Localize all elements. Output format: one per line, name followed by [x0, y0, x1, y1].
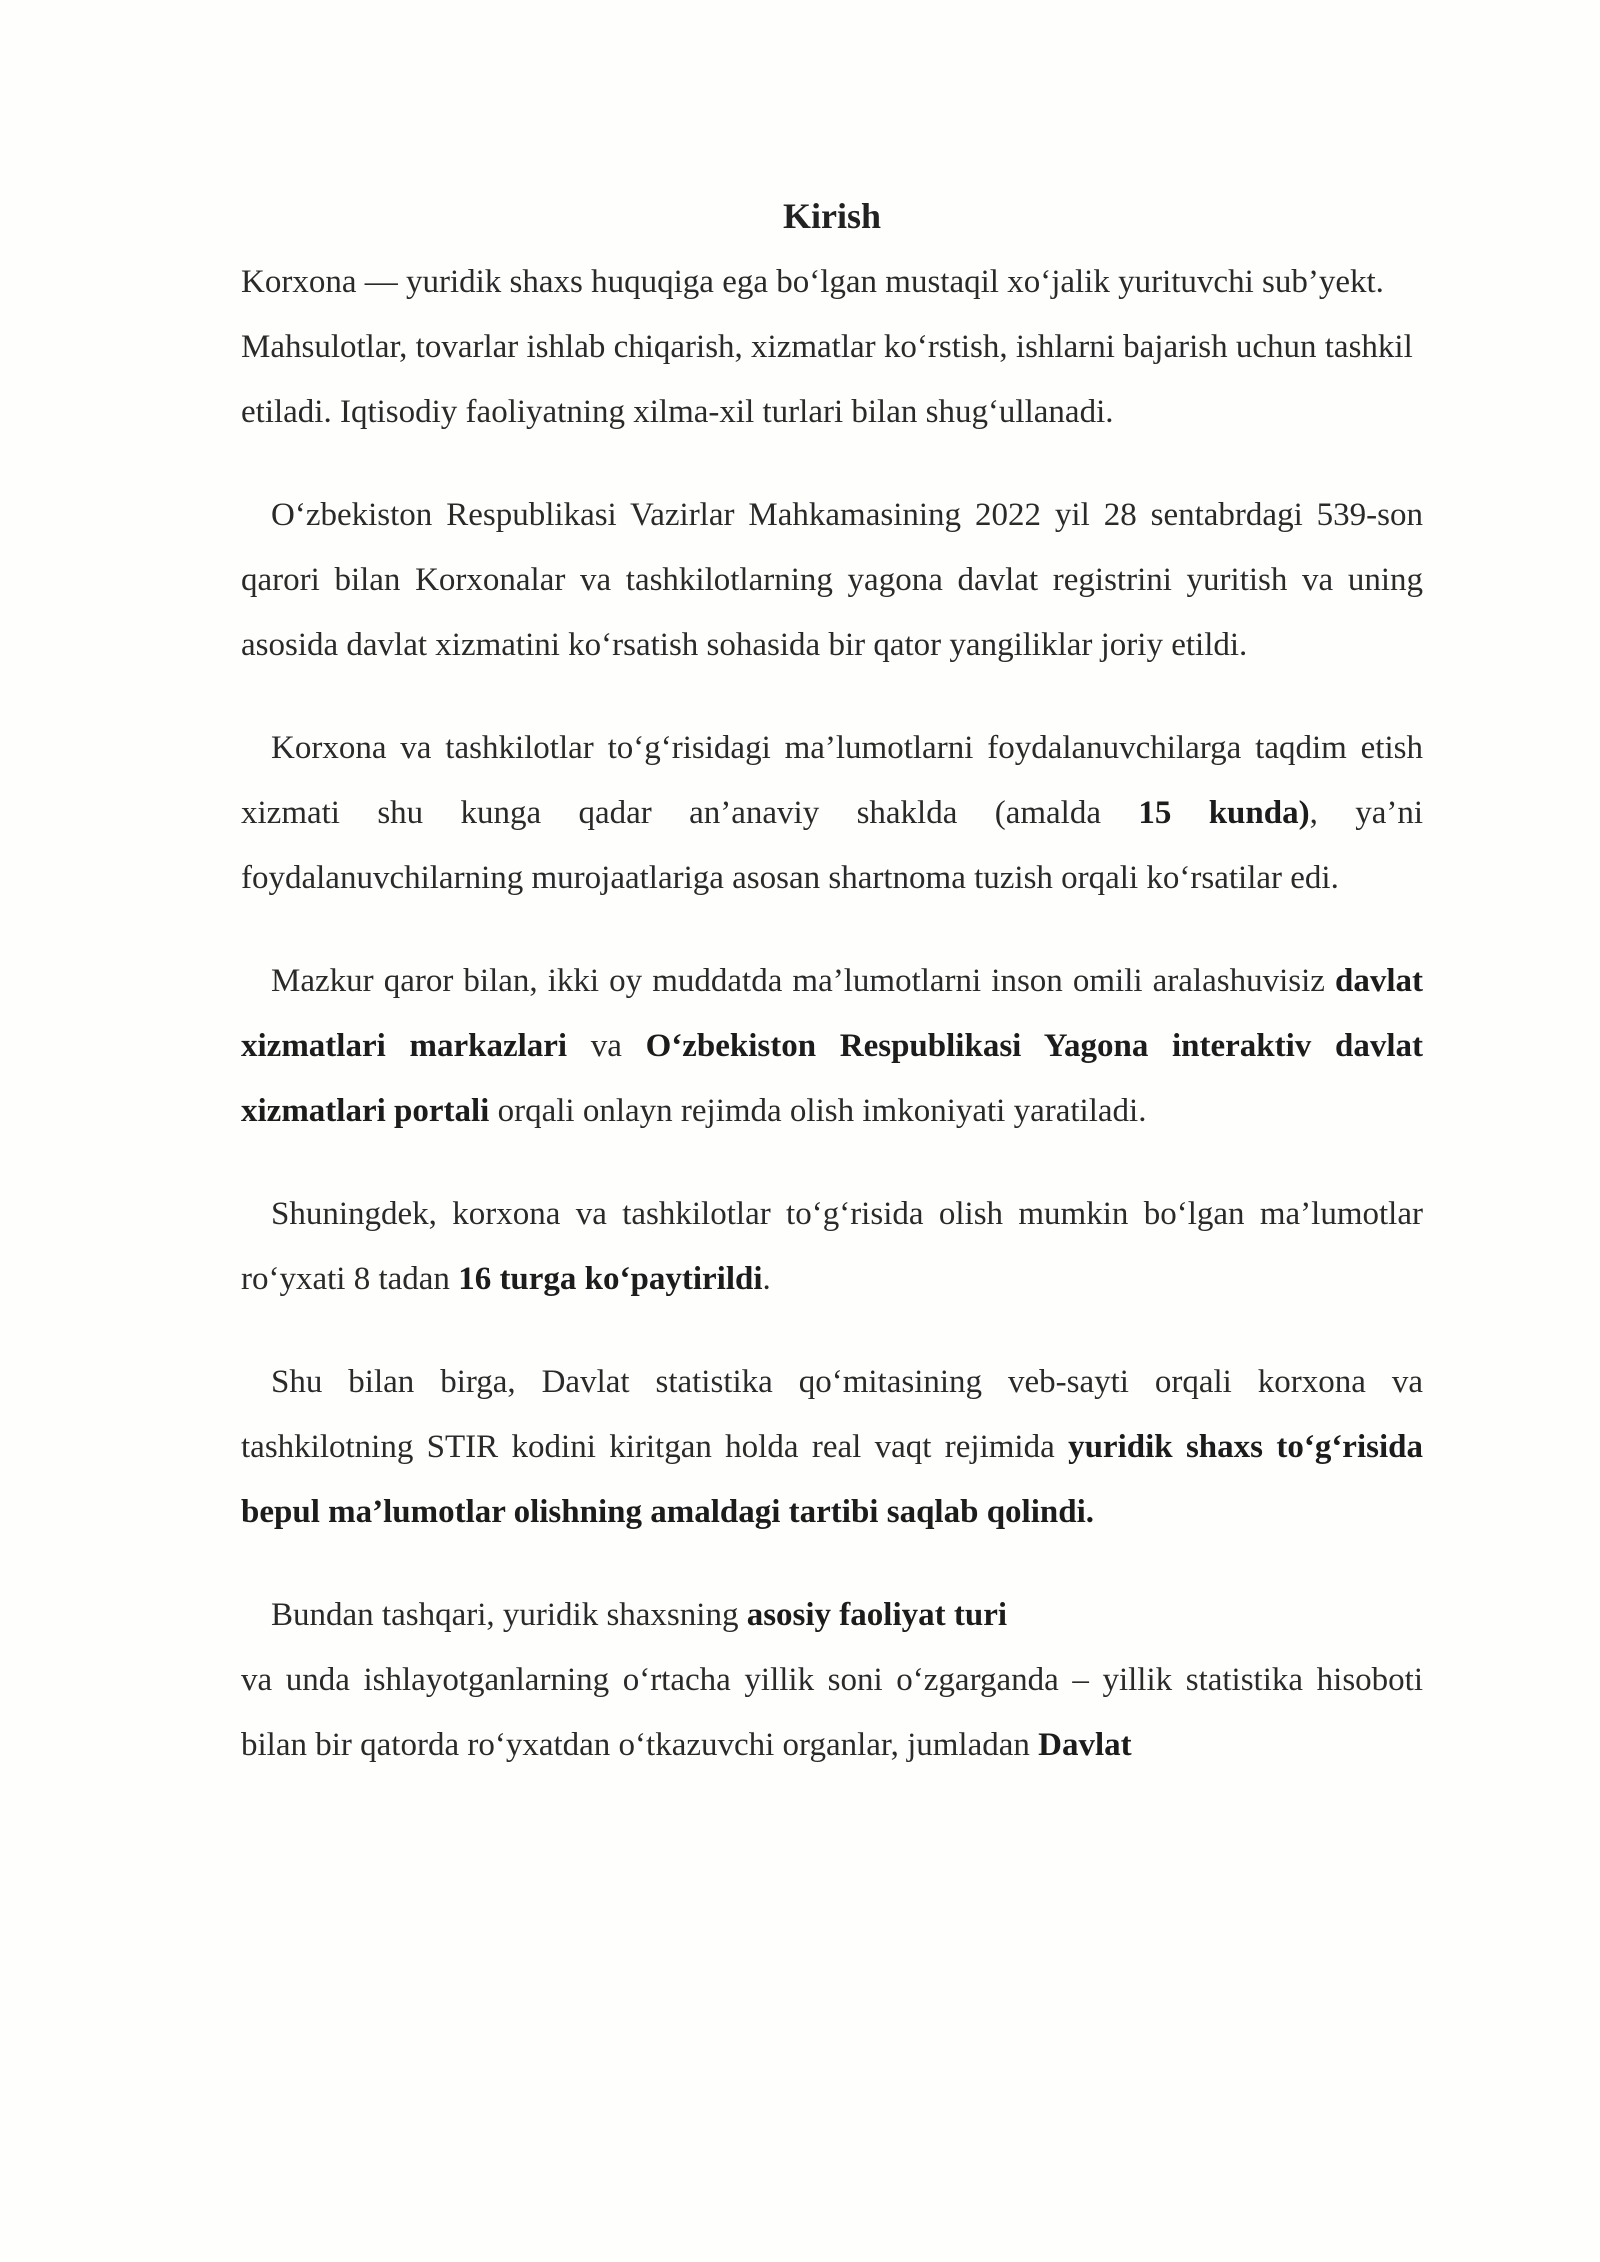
- text-span: Korxona va tashkilotlar to‘g‘risidagi ma’lumotlarni foydalanuvchilarga taqdim etish xizmati shu kunga qadar an’anaviy shaklda (amalda: [241, 730, 1423, 831]
- bold-text: 15 kunda): [1138, 795, 1310, 831]
- paragraph-intro: Korxona — yuridik shaxs huquqiga ega bo‘lgan mustaqil xo‘jalik yurituvchi sub’yekt. Mahsulotlar, tovarlar ishlab chiqarish, xizmatlar ko‘rstish, ishlarni bajarish uchun tashkil etiladi. Iqtisodiy faoliyatning xilma-xil turlari bilan shug‘ullanadi.: [241, 264, 1413, 430]
- paragraph-website: [241, 1350, 1423, 1545]
- text-span: .: [762, 1261, 771, 1297]
- text-span: Mazkur qaror bilan, ikki oy muddatda ma’lumotlarni inson omili aralashuvisiz: [271, 963, 1335, 999]
- text-span: Shu bilan birga, Davlat statistika qo‘mitasining veb-sayti orqali korxona va tashkilotning STIR kodini kiritgan holda real vaqt rejimida: [241, 1364, 1423, 1465]
- bold-text: 16 turga ko‘paytirildi: [458, 1261, 763, 1297]
- page-title: Kirish: [782, 196, 881, 236]
- bold-text: davlat xizmatlari markazlari: [241, 963, 1423, 1064]
- text-span: va unda ishlayotganlarning o‘rtacha yillik soni o‘zgarganda – yillik statistika hisoboti bilan bir qatorda ro‘yxatdan o‘tkazuvchi organlar, jumladan: [241, 1662, 1423, 1763]
- paragraph-activity: [241, 1583, 1423, 1648]
- bold-text: yuridik shaxs to‘g‘risida bepul ma’lumotlar olishning amaldagi tartibi saqlab qolindi.: [241, 1429, 1423, 1530]
- bold-text: Davlat: [1038, 1727, 1132, 1763]
- bold-text: O‘zbekiston Respublikasi Yagona interaktiv davlat xizmatlari portali: [241, 1028, 1423, 1129]
- paragraph-registration: [241, 1648, 1423, 1778]
- paragraph-data-list: [241, 1182, 1423, 1312]
- paragraph-resolution: O‘zbekiston Respublikasi Vazirlar Mahkamasining 2022 yil 28 sentabrdagi 539-son qarori bilan Korxonalar va tashkilotlarning yagona davlat registrini yuritish va uning asosida davlat xizmatini ko‘rsatish sohasida bir qator yangiliklar joriy etildi.: [241, 497, 1423, 663]
- text-span: va: [567, 1028, 646, 1064]
- text-span: Shuningdek, korxona va tashkilotlar to‘g‘risida olish mumkin bo‘lgan ma’lumotlar ro‘yxati 8 tadan: [241, 1196, 1423, 1297]
- text-span: , ya’ni foydalanuvchilarning murojaatlariga asosan shartnoma tuzish orqali ko‘rsatilar edi.: [241, 795, 1423, 896]
- text-span: Bundan tashqari, yuridik shaxsning: [271, 1597, 747, 1633]
- text-span: orqali onlayn rejimda olish imkoniyati yaratiladi.: [489, 1093, 1147, 1129]
- paragraph-online-access: [241, 949, 1423, 1144]
- paragraph-service-history: [241, 716, 1423, 911]
- bold-text: asosiy faoliyat turi: [746, 1597, 1008, 1633]
- document-body: [241, 190, 1423, 1778]
